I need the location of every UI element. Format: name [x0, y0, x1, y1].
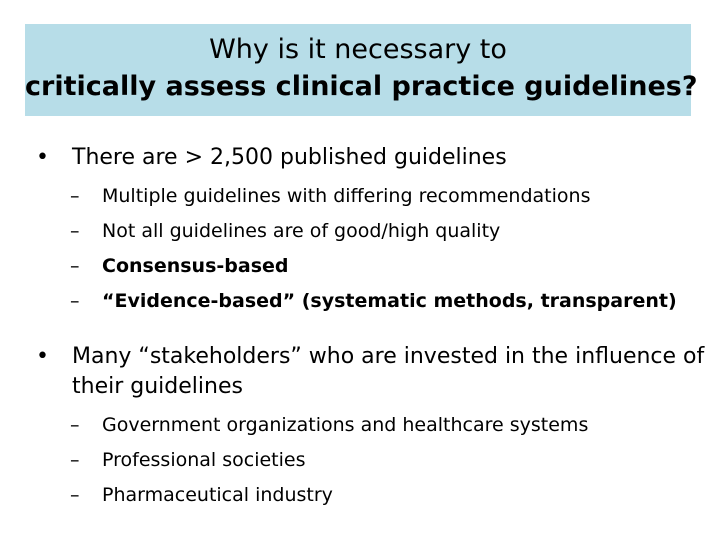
- sub-bullet-item: [70, 249, 706, 284]
- dash-marker: –: [70, 255, 80, 277]
- sub-bullet-item: [70, 179, 706, 214]
- dash-marker: –: [70, 414, 80, 436]
- dash-marker: –: [70, 484, 80, 506]
- sub-bullet-item: [70, 408, 706, 443]
- bullet-text: Many “stakeholders” who are invested in the influence of their guidelines: [72, 344, 705, 399]
- sub-bullet-item: [70, 214, 706, 249]
- sub-bullet-item: [70, 284, 706, 319]
- bullet-marker: •: [36, 344, 49, 369]
- sub-bullet-text: Consensus-based: [102, 255, 289, 277]
- sub-bullet-item: [70, 443, 706, 478]
- bullet-item: [36, 342, 706, 402]
- sub-bullet-text: Professional societies: [102, 449, 306, 471]
- bullet-item: [36, 143, 706, 173]
- dash-marker: –: [70, 290, 80, 312]
- sub-bullet-text: Not all guidelines are of good/high quality: [102, 220, 501, 242]
- slide-body: [36, 143, 706, 513]
- sub-bullet-item: [70, 478, 706, 513]
- slide-title-line-1: Why is it necessary to: [209, 34, 507, 65]
- slide-title-line-2: critically assess clinical practice guidelines?: [25, 71, 698, 102]
- sub-bullet-text: “Evidence-based” (systematic methods, transparent): [102, 290, 677, 312]
- sub-bullet-list: [36, 179, 706, 319]
- sub-bullet-list: [36, 408, 706, 513]
- bullet-marker: •: [36, 145, 49, 170]
- dash-marker: –: [70, 220, 80, 242]
- sub-bullet-text: Government organizations and healthcare systems: [102, 414, 589, 436]
- sub-bullet-text: Pharmaceutical industry: [102, 484, 333, 506]
- bullet-text: There are > 2,500 published guidelines: [72, 145, 507, 170]
- sub-bullet-text: Multiple guidelines with differing recommendations: [102, 185, 591, 207]
- dash-marker: –: [70, 185, 80, 207]
- dash-marker: –: [70, 449, 80, 471]
- title-banner: [25, 24, 698, 116]
